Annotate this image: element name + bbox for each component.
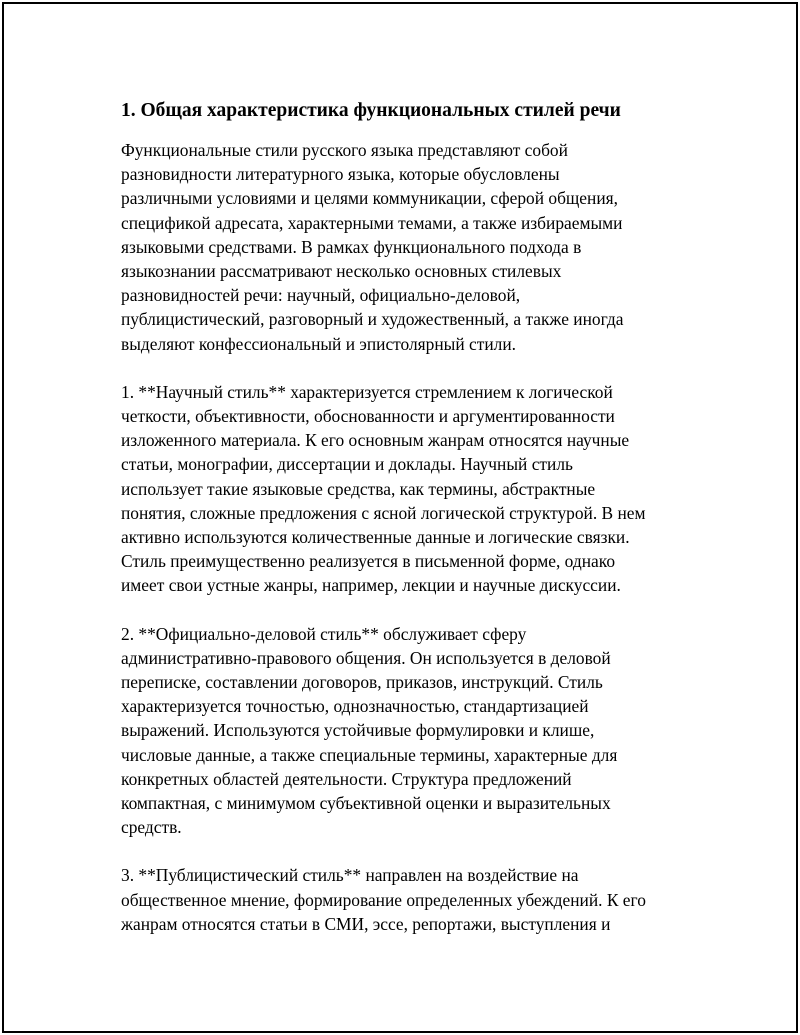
official-business-style-paragraph — [121, 622, 691, 840]
text-line: административно-правового общения. Он используется в деловой — [121, 647, 611, 668]
text-line: статьи, монографии, диссертации и доклады. Научный стиль — [121, 454, 573, 475]
text-line: Функциональные стили русского языка представляют собой — [121, 140, 568, 160]
text-line: общественное мнение, формирование определенных убеждений. К его — [121, 889, 646, 910]
text-line: языкознании рассматривают несколько основных стилевых — [121, 261, 562, 282]
document-heading: 1. Общая характеристика функциональных стилей речи — [121, 100, 621, 121]
text-line: различными условиями и целями коммуникации, сферой общения, — [121, 188, 618, 209]
text-line: изложенного материала. К его основным жанрам относятся научные — [121, 430, 630, 451]
text-line: числовые данные, а также специальные термины, характерные для — [121, 744, 618, 765]
text-line: характеризуется точностью, однозначностью, стандартизацией — [121, 696, 589, 717]
text-line: понятия, сложные предложения с ясной логической структурой. В нем — [121, 502, 646, 523]
text-line: использует такие языковые средства, как термины, абстрактные — [121, 478, 596, 499]
text-line: активно используются количественные данные и логические связки. — [121, 527, 630, 548]
text-line: 2. **Официально-деловой стиль** обслуживает сферу — [121, 623, 527, 644]
text-line: переписке, составлении договоров, приказов, инструкций. Стиль — [121, 672, 603, 693]
text-line: конкретных областей деятельности. Структура предложений — [121, 768, 572, 789]
text-line: 1. **Научный стиль** характеризуется стремлением к логической — [121, 381, 613, 402]
text-line: четкости, объективности, обоснованности и аргументированности — [121, 406, 615, 427]
text-line: спецификой адресата, характерными темами, а также избираемыми — [121, 212, 623, 233]
intro-paragraph — [121, 138, 691, 356]
text-line: выделяют конфессиональный и эпистолярный стили. — [121, 333, 516, 354]
text-line: разновидности литературного языка, которые обусловлены — [121, 164, 560, 185]
text-line: компактная, с минимумом субъективной оценки и выразительных — [121, 793, 611, 814]
text-line: имеет свои устные жанры, например, лекции и научные дискуссии. — [121, 575, 621, 596]
page-frame — [2, 2, 798, 1033]
journalistic-style-paragraph — [121, 863, 691, 936]
text-line: Стиль преимущественно реализуется в письменной форме, однако — [121, 551, 616, 572]
text-line: жанрам относятся статьи в СМИ, эссе, репортажи, выступления и — [121, 913, 611, 934]
text-line: публицистический, разговорный и художественный, а также иногда — [121, 309, 624, 330]
text-line: средств. — [121, 817, 182, 838]
text-line: выражений. Используются устойчивые формулировки и клише, — [121, 720, 595, 741]
text-line: языковыми средствами. В рамках функционального подхода в — [121, 236, 582, 257]
document-body — [121, 98, 691, 960]
text-line: 3. **Публицистический стиль** направлен на воздействие на — [121, 865, 579, 886]
text-line: разновидностей речи: научный, официально-деловой, — [121, 285, 521, 306]
scientific-style-paragraph — [121, 380, 691, 598]
